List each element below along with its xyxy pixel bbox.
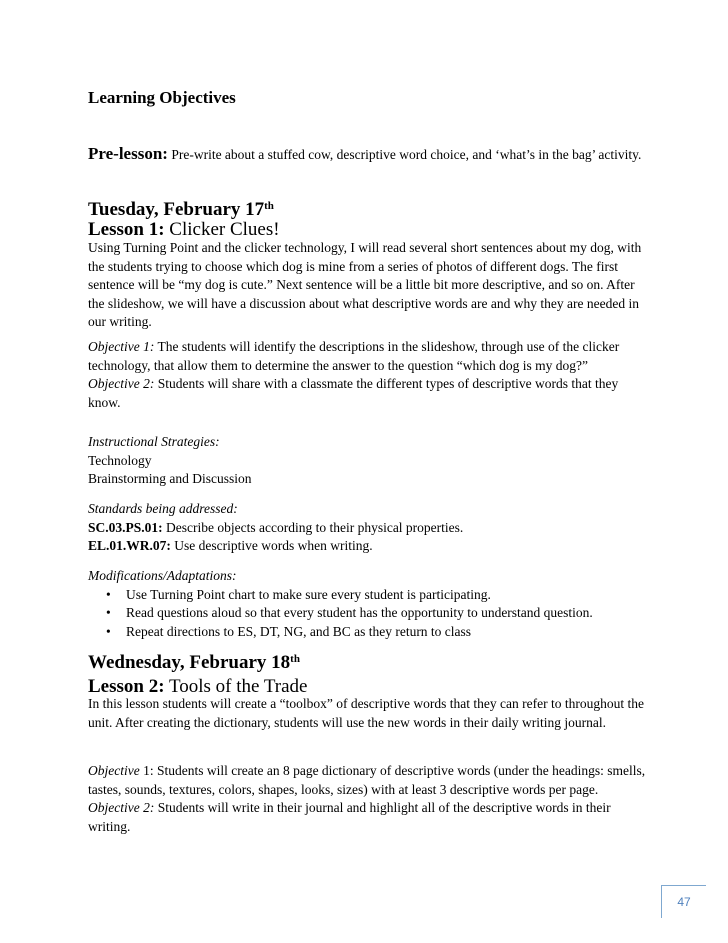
strategies-label: Instructional Strategies: bbox=[88, 434, 220, 449]
lesson1-day-text: Tuesday, February 17 bbox=[88, 199, 265, 220]
lesson2-objective-2 bbox=[88, 799, 648, 836]
strategy-item: Brainstorming and Discussion bbox=[88, 471, 252, 486]
lesson1-objective-2 bbox=[88, 375, 648, 412]
pre-lesson-text: Pre-write about a stuffed cow, descriptive word choice, and ‘what’s in the bag’ activity. bbox=[167, 147, 642, 162]
lesson1-standards bbox=[88, 500, 648, 556]
standards-label: Standards being addressed: bbox=[88, 501, 238, 516]
page-number: 47 bbox=[661, 885, 706, 918]
lesson1-modifications bbox=[88, 567, 648, 641]
lesson2-day-text: Wednesday, February 18 bbox=[88, 652, 291, 673]
lesson1-description: Using Turning Point and the clicker technology, I will read several short sentences about my dog, with the students trying to choose which dog is mine from a series of photos of different dogs. The first sentence will be “my dog is cute.” Next sentence will be a little bit more descriptive, and so on. After the slideshow, we will have a discussion about what descriptive words are and why they are needed in our writing. bbox=[88, 240, 642, 329]
modifications-list bbox=[88, 586, 648, 642]
lesson2-obj2-text: Students will write in their journal and highlight all of the descriptive words in their writing. bbox=[88, 800, 611, 834]
pre-lesson-paragraph bbox=[88, 145, 648, 164]
section-heading: Learning Objectives bbox=[88, 88, 236, 107]
list-item: • Repeat directions to ES, DT, NG, and BC as they return to class bbox=[88, 623, 648, 642]
lesson1-day bbox=[88, 199, 274, 220]
lesson2-obj2-label: Objective 2: bbox=[88, 800, 155, 815]
lesson1-day-sup: th bbox=[264, 200, 274, 212]
lesson1-objective-1 bbox=[88, 338, 648, 375]
lesson2-day bbox=[88, 652, 300, 673]
strategy-item: Technology bbox=[88, 452, 152, 468]
lesson1-strategies bbox=[88, 433, 648, 489]
lesson2-obj1-text: 1: Students will create an 8 page dictionary of descriptive words (under the headings: smells, tastes, sounds, textures, colors, shapes, looks, sizes) with at least 3 descriptive words per page. bbox=[88, 763, 646, 797]
standard-item bbox=[88, 537, 648, 556]
lesson1-obj2-label: Objective 2: bbox=[88, 376, 155, 391]
lesson1-obj1-label: Objective 1: bbox=[88, 339, 155, 354]
lesson2-objectives bbox=[88, 762, 648, 836]
lesson1-title: Clicker Clues! bbox=[164, 219, 280, 240]
lesson2-obj1-label: Objective bbox=[88, 763, 140, 778]
lesson1-title-line bbox=[88, 219, 280, 240]
lesson1-objectives bbox=[88, 338, 648, 412]
lesson1-label: Lesson 1: bbox=[88, 219, 165, 240]
standard-code: EL.01.WR.07: bbox=[88, 538, 171, 553]
lesson1-obj1-text: The students will identify the descriptions in the slideshow, through use of the clicker technology, that allow them to determine the answer to the question “which dog is my dog?” bbox=[88, 339, 620, 373]
list-item: • Read questions aloud so that every student has the opportunity to understand question. bbox=[88, 604, 648, 623]
standard-text: Describe objects according to their physical properties. bbox=[162, 519, 464, 535]
lesson2-title-line bbox=[88, 676, 307, 697]
list-item: • Use Turning Point chart to make sure every student is participating. bbox=[88, 586, 648, 605]
lesson2-objective-1 bbox=[88, 762, 648, 799]
lesson2-description: In this lesson students will create a “toolbox” of descriptive words that they can refer to throughout the unit. After creating the dictionary, students will use the new words in their daily writing journal. bbox=[88, 696, 644, 730]
lesson2-day-sup: th bbox=[290, 653, 300, 665]
lesson1-obj2-text: Students will share with a classmate the different types of descriptive words that they know. bbox=[88, 376, 619, 410]
lesson2-title: Tools of the Trade bbox=[164, 676, 308, 697]
standard-item bbox=[88, 519, 648, 538]
lesson2-label: Lesson 2: bbox=[88, 676, 165, 697]
standard-text: Use descriptive words when writing. bbox=[170, 538, 373, 553]
pre-lesson-label: Pre-lesson: bbox=[88, 144, 168, 163]
standard-code: SC.03.PS.01: bbox=[88, 519, 163, 535]
modifications-label: Modifications/Adaptations: bbox=[88, 568, 237, 583]
